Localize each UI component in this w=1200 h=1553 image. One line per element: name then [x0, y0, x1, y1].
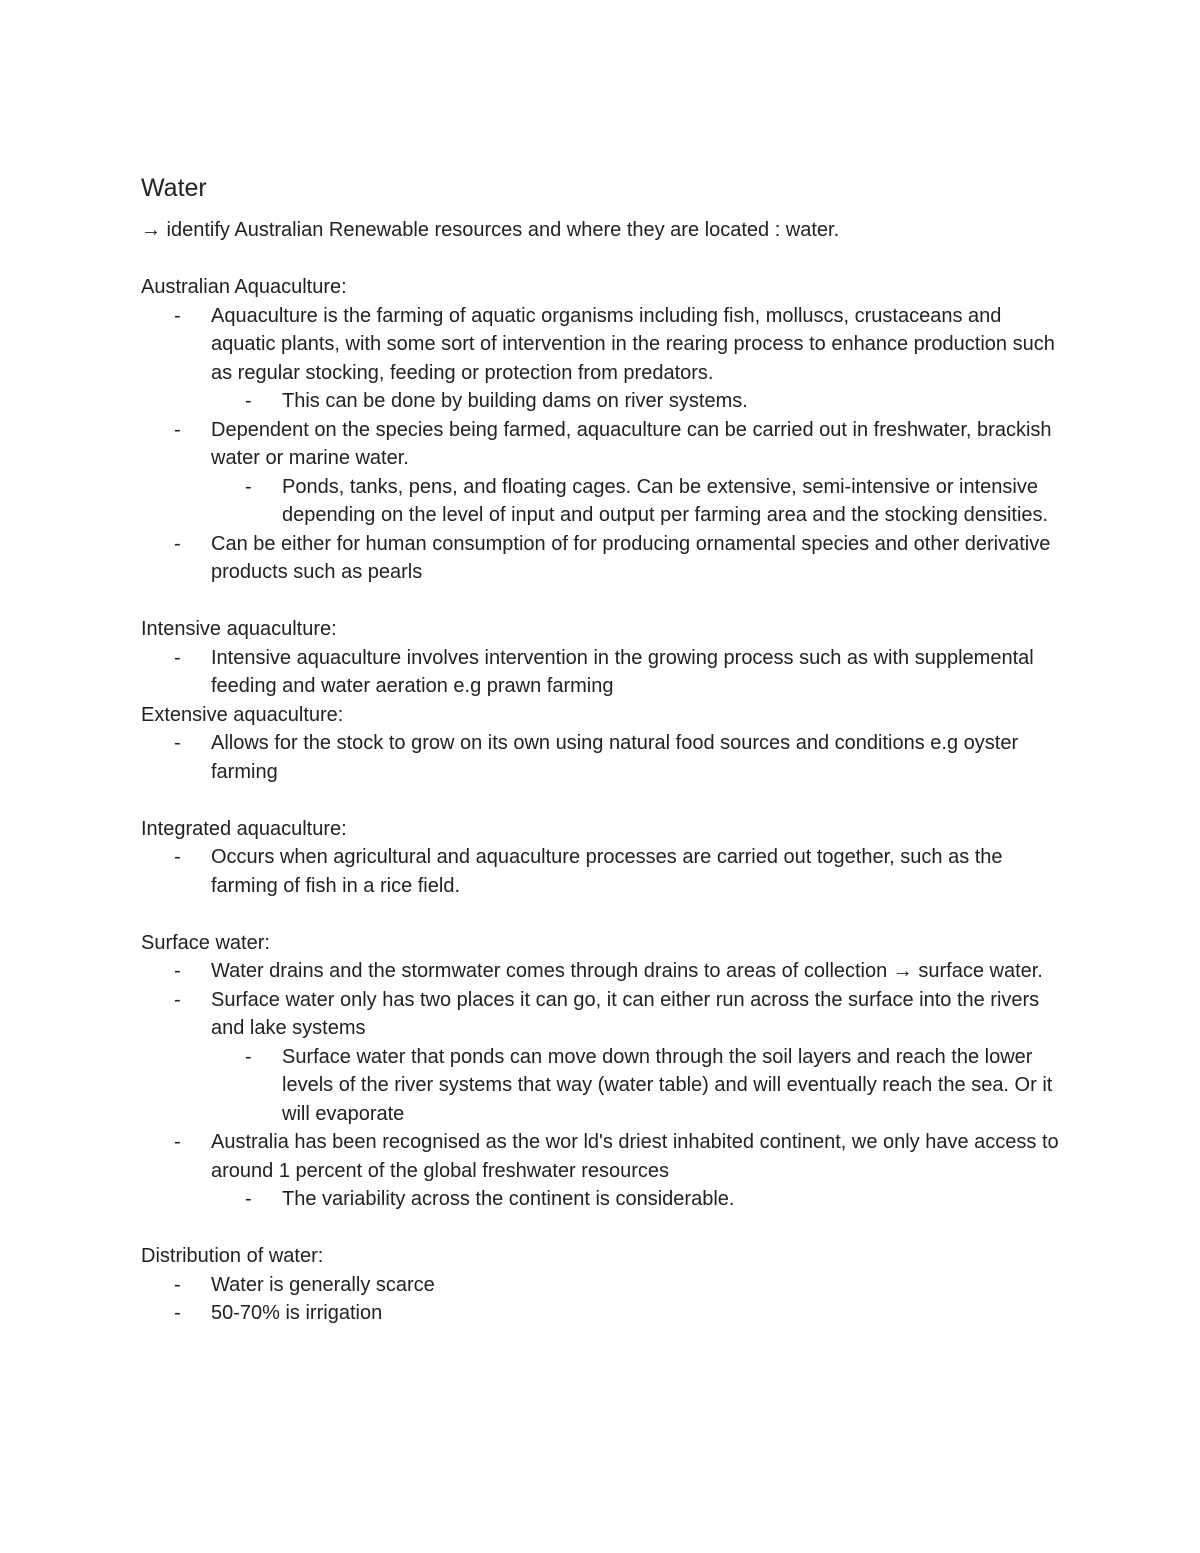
section-distribution-of-water [141, 1242, 1061, 1328]
section-surface-water [141, 929, 1061, 1214]
sub-list-item-text: This can be done by building dams on river systems. [282, 390, 748, 412]
section-heading: Integrated aquaculture: [141, 817, 347, 840]
sub-list-item [211, 1043, 1061, 1129]
list-item [141, 986, 1061, 1129]
sub-list-item [211, 1185, 1061, 1214]
list-item [141, 1299, 1061, 1328]
list-item-text: Dependent on the species being farmed, aquaculture can be carried out in freshwater, brackish water or marine water. [211, 418, 1052, 469]
section-integrated-aquaculture [141, 815, 1061, 901]
list-item [141, 957, 1061, 986]
document-body [141, 172, 1061, 1328]
list-item-text: Australia has been recognised as the wor ld's driest inhabited continent, we only have access to around 1 percent of the global freshwater resources [211, 1131, 1059, 1182]
bullet-list [141, 957, 1061, 1214]
bullet-dash: - [245, 475, 252, 498]
bullet-dash: - [174, 1131, 181, 1153]
bullet-list [141, 302, 1061, 587]
list-item-text: Can be either for human consumption of for producing ornamental species and other derivative products such as pearls [211, 532, 1051, 583]
list-item [141, 530, 1061, 587]
list-item [141, 644, 1061, 701]
blank-line [141, 900, 1061, 929]
list-item [141, 416, 1061, 530]
sub-list-item-text: Surface water that ponds can move down through the soil layers and reach the lower levels of the river systems that way (water table) and will eventually reach the sea. Or it will evaporate [282, 1045, 1053, 1125]
bullet-dash: - [174, 304, 181, 327]
bullet-list [141, 644, 1061, 701]
blank-line [141, 786, 1061, 815]
list-item-text: Surface water only has two places it can go, it can either run across the surface into the rivers and lake systems [211, 988, 1040, 1039]
bullet-dash: - [174, 732, 181, 754]
bullet-dash: - [245, 1045, 252, 1068]
sub-bullet-list [211, 1185, 1061, 1214]
sub-bullet-list [211, 473, 1061, 530]
section-heading: Intensive aquaculture: [141, 618, 337, 640]
bullet-dash: - [245, 1188, 252, 1210]
sub-list-item-text: The variability across the continent is considerable. [282, 1188, 735, 1210]
list-item-text: 50-70% is irrigation [211, 1302, 383, 1324]
bullet-dash: - [245, 390, 252, 412]
list-item-text: Water is generally scarce [211, 1273, 435, 1296]
bullet-list [141, 843, 1061, 900]
section-extensive-aquaculture [141, 701, 1061, 787]
list-item-text: Intensive aquaculture involves intervention in the growing process such as with supplemental feeding and water aeration e.g prawn farming [211, 646, 1034, 697]
list-item [141, 1128, 1061, 1214]
blank-line [141, 587, 1061, 616]
bullet-dash: - [174, 1273, 181, 1296]
list-item-text: Allows for the stock to grow on its own using natural food sources and conditions e.g oyster farming [211, 732, 1019, 783]
list-item-text: Aquaculture is the farming of aquatic organisms including fish, molluscs, crustaceans and aquatic plants, with some sort of intervention in the rearing process to enhance production such as regular stocking, feeding or protection from predators. [211, 304, 1055, 384]
section-heading: Distribution of water: [141, 1245, 324, 1267]
bullet-dash: - [174, 960, 181, 982]
section-australian-aquaculture [141, 273, 1061, 587]
sub-bullet-list [211, 387, 1061, 416]
sub-bullet-list [211, 1043, 1061, 1129]
list-item [141, 729, 1061, 786]
sub-list-item [211, 387, 1061, 416]
document-title: Water [141, 174, 207, 202]
section-heading: Extensive aquaculture: [141, 703, 344, 726]
bullet-list [141, 1271, 1061, 1328]
list-item-text: Water drains and the stormwater comes through drains to areas of collection → surface water. [211, 960, 1043, 982]
bullet-dash: - [174, 418, 181, 441]
blank-line [141, 1214, 1061, 1243]
list-item [141, 843, 1061, 900]
bullet-dash: - [174, 646, 181, 669]
section-intensive-aquaculture [141, 615, 1061, 701]
bullet-dash: - [174, 988, 181, 1011]
bullet-list [141, 729, 1061, 786]
document-subtitle: → identify Australian Renewable resources and where they are located : water. [141, 219, 840, 241]
bullet-dash: - [174, 532, 181, 555]
section-heading: Australian Aquaculture: [141, 276, 347, 298]
sub-list-item [211, 473, 1061, 530]
bullet-dash: - [174, 846, 181, 868]
list-item-text: Occurs when agricultural and aquaculture processes are carried out together, such as the farming of fish in a rice field. [211, 846, 1003, 897]
sub-list-item-text: Ponds, tanks, pens, and floating cages. Can be extensive, semi-intensive or intensive depending on the level of input and output per farming area and the stocking densities. [282, 475, 1049, 526]
bullet-dash: - [174, 1302, 181, 1324]
section-heading: Surface water: [141, 931, 270, 954]
list-item [141, 302, 1061, 416]
list-item [141, 1271, 1061, 1300]
blank-line [141, 245, 1061, 274]
